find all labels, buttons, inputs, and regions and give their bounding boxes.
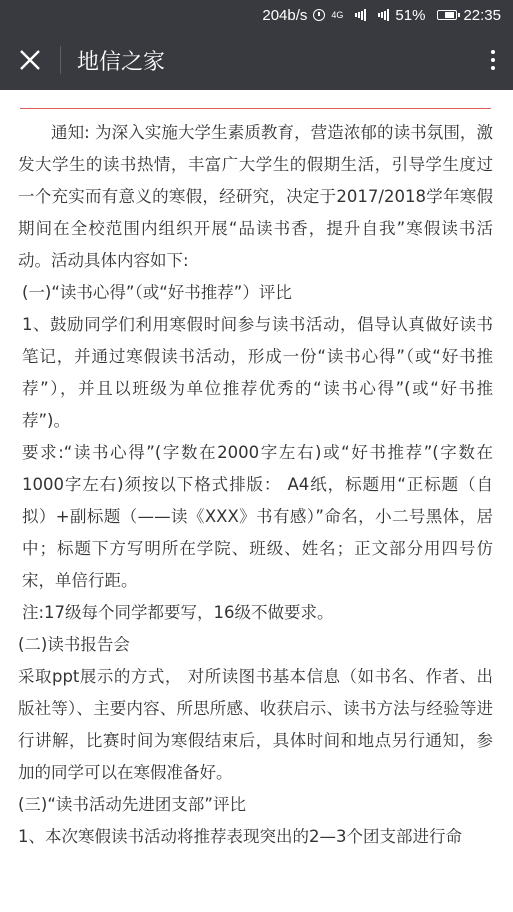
signal-icon-2 (372, 9, 389, 21)
clock-time: 22:35 (463, 6, 501, 24)
article-heading-2: (二)读书报告会 (18, 635, 130, 654)
article-paragraph-requirements: 要求:“读书心得”(字数在2000字左右)或“好书推荐”(字数在1000字左右)须按以下格式排版： A4纸，标题用“正标题（自拟）+副标题（——读《XXX》书有感）”命名，小二号黑体，居中；标题下方写明所在学院、班级、姓名；正文部分用四号仿宋，单倍行距。 (22, 443, 493, 590)
net-speed: 204b/s (262, 6, 308, 24)
article-paragraph: 采取ppt展示的方式， 对所读图书基本信息（如书名、作者、出版社等）、主要内容、所思所感、收获启示、读书方法与经验等进行讲解，比赛时间为寒假结束后，具体时间和地点另行通知，参加的同学可以在寒假准备好。 (18, 667, 493, 782)
battery-percent: 51% (395, 6, 426, 24)
alarm-clock-icon (313, 9, 325, 21)
close-icon (19, 49, 41, 71)
battery-icon (431, 10, 457, 20)
page-title: 地信之家 (77, 49, 166, 75)
title-bar (0, 30, 513, 90)
article-paragraph: 1、本次寒假读书活动将推荐表现突出的2—3个团支部进行命 (18, 827, 462, 846)
close-button[interactable] (0, 30, 60, 90)
more-button[interactable] (473, 30, 513, 90)
title-divider (60, 46, 61, 74)
status-bar (0, 0, 513, 30)
article-paragraph: 1、鼓励同学们利用寒假时间参与读书活动，倡导认真做好读书笔记，并通过寒假读书活动，形成一份“读书心得”（或“好书推荐”），并且以班级为单位推荐优秀的“读书心得”(或“好书推荐”)。 (22, 315, 493, 430)
signal-icon (349, 9, 366, 21)
article-paragraph-note: 注:17级每个同学都要写，16级不做要求。 (22, 603, 334, 622)
article-content (0, 108, 513, 853)
article-heading-1: (一)“读书心得”（或“好书推荐”）评比 (22, 283, 292, 302)
article-heading-3: (三)“读书活动先进团支部”评比 (18, 795, 246, 814)
article-paragraph-notice: 通知: 为深入实施大学生素质教育，营造浓郁的读书氛围，激发大学生的读书热情，丰富广大学生的假期生活，引导学生度过一个充实而有意义的寒假，经研究，决定于2017/2018学年寒假期间在全校范围内组织开展“品读书香，提升自我”寒假读书活动。活动具体内容如下: (18, 123, 493, 270)
more-vertical-icon (491, 50, 495, 70)
red-divider (20, 108, 491, 109)
network-type: 4G (331, 10, 344, 20)
